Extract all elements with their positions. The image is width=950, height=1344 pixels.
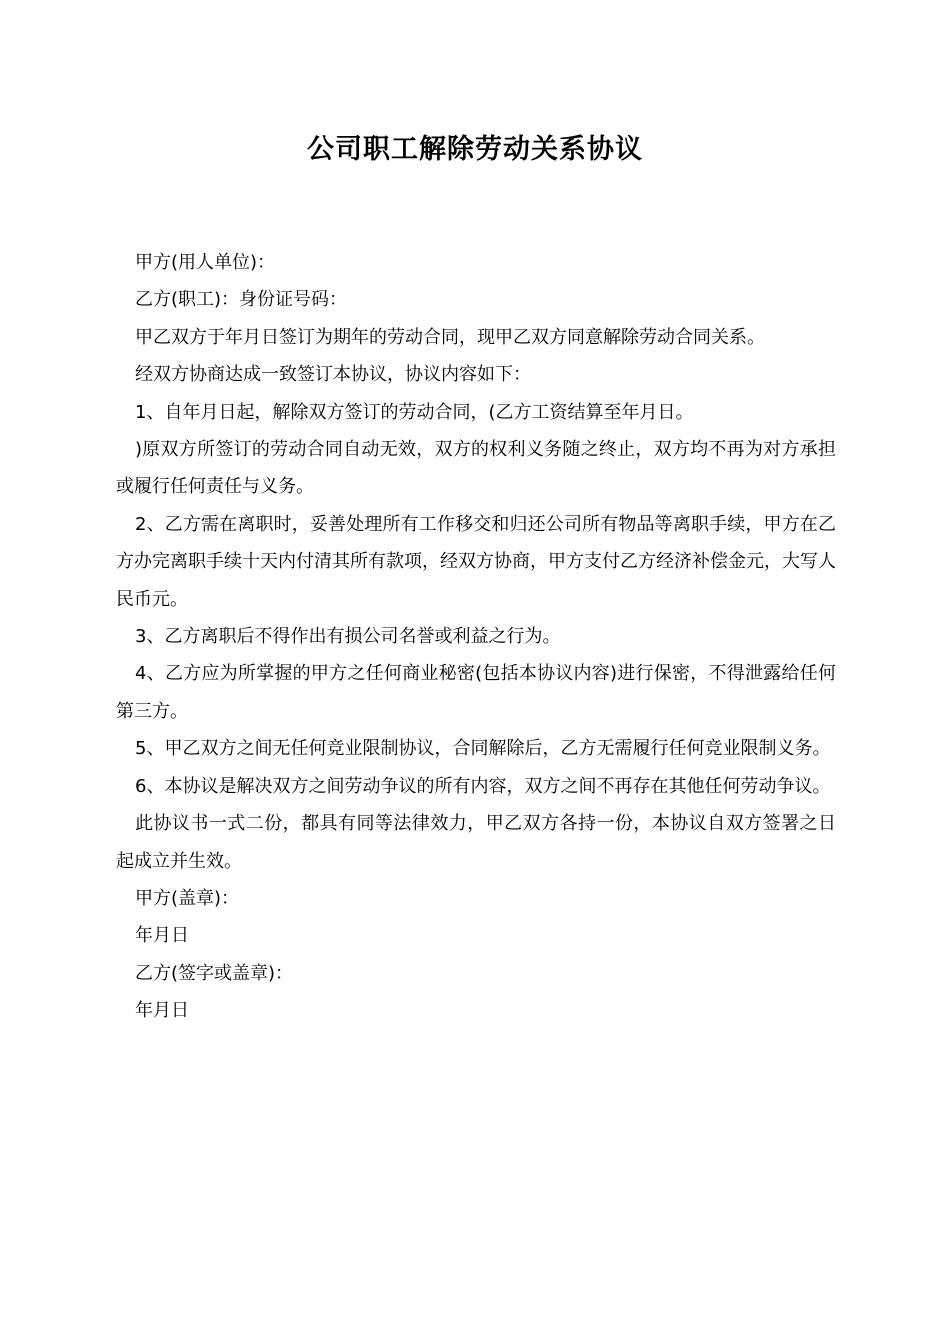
clause-5: 5、甲乙双方之间无任何竞业限制协议，合同解除后，乙方无需履行任何竞业限制义务。 xyxy=(135,738,831,760)
party-b-date: 年月日 xyxy=(135,1000,189,1022)
clause-1-continued: )原双方所签订的劳动合同自动无效，双方的权利义务随之终止，双方均不再为对方承担或履行任何责任与义务。 xyxy=(116,439,836,498)
closing-statement: 此协议书一式二份，都具有同等法律效力，甲乙双方各持一份，本协议自双方签署之日起成立并生效。 xyxy=(116,813,836,872)
clause-2: 2、乙方需在离职时，妥善处理所有工作移交和归还公司所有物品等离职手续，甲方在乙方办完离职手续十天内付清其所有款项，经双方协商，甲方支付乙方经济补偿金元，大写人民币元。 xyxy=(116,513,836,610)
clause-3: 3、乙方离职后不得作出有损公司名誉或利益之行为。 xyxy=(135,626,561,648)
clause-6: 6、本协议是解决双方之间劳动争议的所有内容，双方之间不再存在其他任何劳动争议。 xyxy=(135,775,831,797)
preamble-contract: 甲乙双方于年月日签订为期年的劳动合同，现甲乙双方同意解除劳动合同关系。 xyxy=(135,326,765,348)
party-b-signature: 乙方(签字或盖章)： xyxy=(135,962,294,984)
document-title: 公司职工解除劳动关系协议 xyxy=(307,134,643,165)
party-b-line: 乙方(职工)：身份证号码： xyxy=(135,289,348,311)
preamble-agreement: 经双方协商达成一致签订本协议，协议内容如下： xyxy=(135,364,531,386)
clause-1: 1、自年月日起，解除双方签订的劳动合同，(乙方工资结算至年月日。 xyxy=(135,401,694,423)
document-body xyxy=(116,244,836,1030)
party-a-line: 甲方(用人单位)： xyxy=(135,252,276,273)
party-a-seal: 甲方(盖章)： xyxy=(135,887,240,909)
clause-4: 4、乙方应为所掌握的甲方之任何商业秘密(包括本协议内容)进行保密，不得泄露给任何第三方。 xyxy=(116,663,836,722)
party-a-date: 年月日 xyxy=(135,925,189,947)
